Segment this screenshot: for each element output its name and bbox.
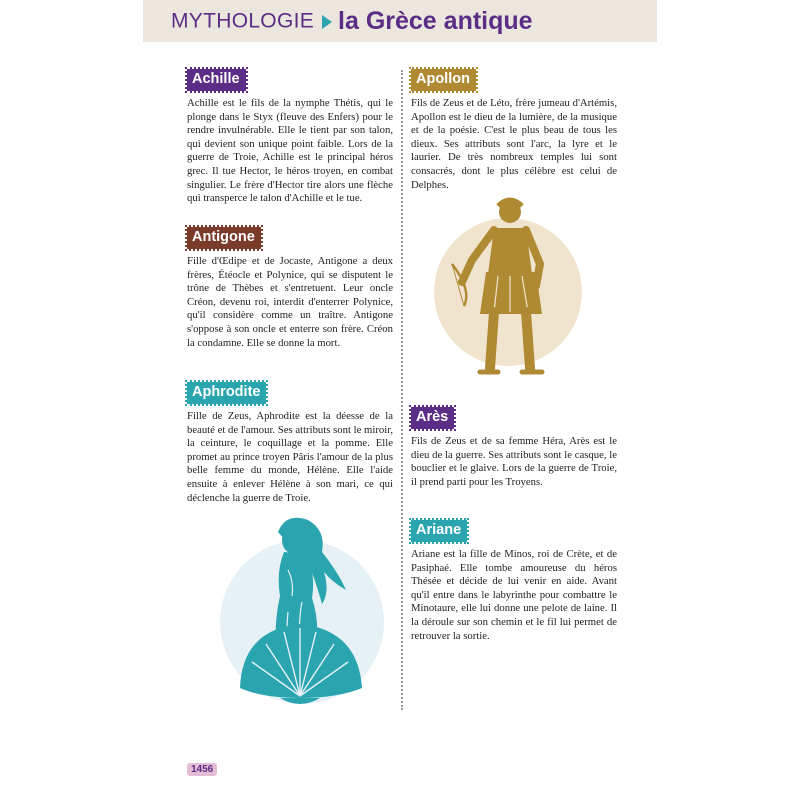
entry-title: Antigone bbox=[187, 227, 261, 249]
entry-text: Achille est le fils de la nymphe Thétis, qui le plonge dans le Styx (fleuve des Enfers) pour le rendre invulnérable. Elle le tient par son talon, qui devient son unique point faible. Lors de la guerre de Troie, Achille est le principal héros grec. Il tue Hector, le héros troyen, en combat singulier. Le frère d'Hector tire alors une flèche qui transperce le talon d'Achille et le tue. bbox=[187, 97, 393, 205]
entry-text: Fille de Zeus, Aphrodite est la déesse de la beauté et de l'amour. Ses attributs sont le miroir, la ceinture, le coquillage et la pomme. Elle promet au prince troyen Pâris l'amour de la plus belle femme du monde, Hélène. Elle l'aide ensuite à enlever Hélène à son mari, ce qui déclenche la guerre de Troie. bbox=[187, 410, 393, 504]
entry-antigone bbox=[187, 227, 393, 350]
entry-title: Aphrodite bbox=[187, 382, 266, 404]
header-text bbox=[171, 7, 533, 36]
entry-title: Achille bbox=[187, 69, 246, 91]
column-divider bbox=[401, 70, 403, 710]
header-title: la Grèce antique bbox=[338, 7, 533, 35]
entry-title: Ariane bbox=[411, 520, 467, 542]
header-section: MYTHOLOGIE bbox=[171, 9, 315, 33]
entry-aphrodite bbox=[187, 382, 393, 505]
entry-text: Ariane est la fille de Minos, roi de Crète, et de Pasiphaé. Elle tombe amoureuse du héros Thésée et décide de lui venir en aide. Avant qu'il entre dans le labyrinthe pour combattre le Minotaure, elle lui donne une pelote de laine. Il la déroule sur son chemin et le fil lui permet de retrouver la sortie. bbox=[411, 548, 617, 642]
entry-text: Fils de Zeus et de sa femme Héra, Arès est le dieu de la guerre. Ses attributs sont le casque, le bouclier et le glaive. Lors de la guerre de Troie, il prend parti pour les Troyens. bbox=[411, 435, 617, 488]
page-number: 1456 bbox=[187, 763, 217, 776]
entry-ares bbox=[411, 407, 617, 489]
aphrodite-illustration bbox=[218, 512, 386, 712]
entry-text: Fille d'Œdipe et de Jocaste, Antigone a deux frères, Étéocle et Polynice, qui se disputent le trône de Thèbes et s'entretuent. Leur oncle Créon, devenu roi, interdit d'enterrer Polynice, qu'il considère comme un traître. Antigone s'oppose à son oncle et enterre son frère. Créon la condamne. Elle se donne la mort. bbox=[187, 255, 393, 349]
apollon-illustration bbox=[432, 194, 582, 378]
entry-title: Apollon bbox=[411, 69, 476, 91]
entry-title: Arès bbox=[411, 407, 454, 429]
entry-apollon bbox=[411, 69, 617, 192]
entry-achille bbox=[187, 69, 393, 206]
page-header bbox=[143, 0, 657, 42]
triangle-arrow-icon bbox=[322, 15, 332, 29]
entry-ariane bbox=[411, 520, 617, 643]
entry-text: Fils de Zeus et de Léto, frère jumeau d'Artémis, Apollon est le dieu de la lumière, de la musique et de la poésie. C'est le plus beau de tous les dieux. Ses attributs sont l'arc, la lyre et le laurier. De très nombreux temples lui sont consacrés, dont le plus célèbre est celui de Delphes. bbox=[411, 97, 617, 191]
